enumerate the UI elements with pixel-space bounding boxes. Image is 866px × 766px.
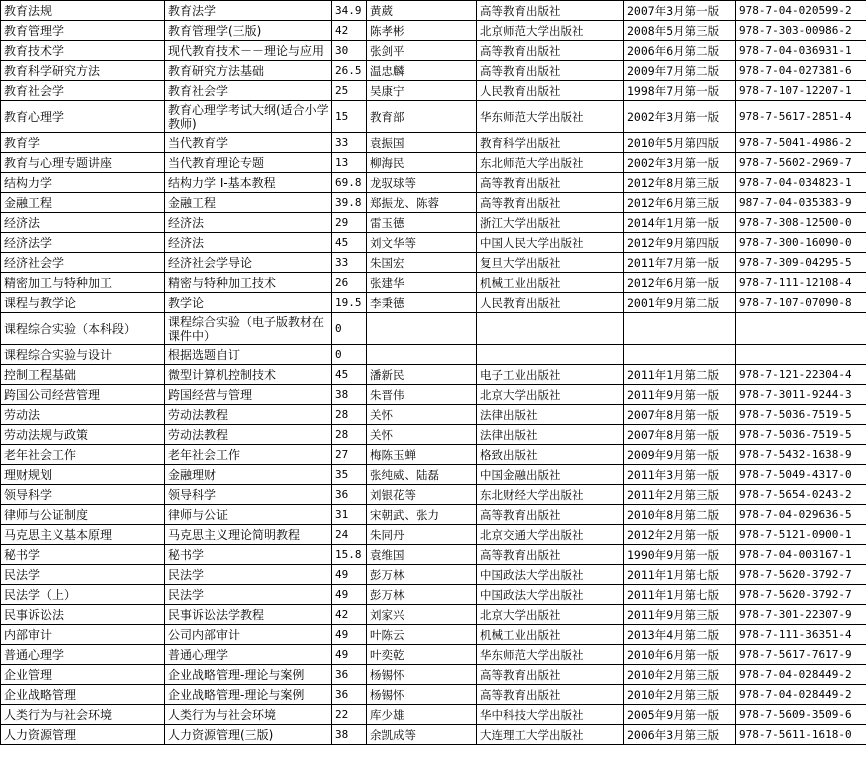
publisher-cell: 北京交通大学出版社	[477, 525, 624, 545]
author-cell: 梅陈玉蝉	[367, 445, 477, 465]
isbn-cell: 978-7-5620-3792-7	[736, 585, 866, 605]
course-name-cell: 领导科学	[1, 485, 165, 505]
table-row	[1, 61, 866, 81]
publisher-cell: 中国政法大学出版社	[477, 565, 624, 585]
edition-cell: 2012年8月第三版	[624, 173, 736, 193]
price-cell: 45	[332, 233, 367, 253]
edition-cell: 2006年6月第二版	[624, 41, 736, 61]
publisher-cell: 法律出版社	[477, 425, 624, 445]
textbook-title-cell: 现代教育技术－－理论与应用	[165, 41, 332, 61]
table-row	[1, 525, 866, 545]
edition-cell: 2010年8月第二版	[624, 505, 736, 525]
edition-cell: 2002年3月第一版	[624, 153, 736, 173]
isbn-cell: 978-7-5617-2851-4	[736, 101, 866, 133]
table-row	[1, 365, 866, 385]
publisher-cell: 复旦大学出版社	[477, 253, 624, 273]
course-name-cell: 经济法	[1, 213, 165, 233]
textbook-title-cell: 课程综合实验（电子版教材在课件中）	[165, 313, 332, 345]
textbook-title-cell: 劳动法教程	[165, 405, 332, 425]
course-name-cell: 企业战略管理	[1, 685, 165, 705]
table-row	[1, 1, 866, 21]
price-cell: 35	[332, 465, 367, 485]
course-name-cell: 控制工程基础	[1, 365, 165, 385]
textbook-title-cell: 当代教育学	[165, 133, 332, 153]
isbn-cell: 978-7-107-12207-1	[736, 81, 866, 101]
table-row	[1, 385, 866, 405]
table-row	[1, 725, 866, 745]
author-cell: 温忠麟	[367, 61, 477, 81]
textbook-title-cell: 普通心理学	[165, 645, 332, 665]
author-cell: 郑振龙、陈蓉	[367, 193, 477, 213]
price-cell: 33	[332, 133, 367, 153]
price-cell: 26	[332, 273, 367, 293]
edition-cell: 2011年1月第七版	[624, 565, 736, 585]
textbook-title-cell: 经济社会学导论	[165, 253, 332, 273]
isbn-cell: 978-7-04-027381-6	[736, 61, 866, 81]
publisher-cell: 北京师范大学出版社	[477, 21, 624, 41]
publisher-cell: 机械工业出版社	[477, 625, 624, 645]
author-cell: 刘家兴	[367, 605, 477, 625]
edition-cell: 2010年5月第四版	[624, 133, 736, 153]
isbn-cell: 978-7-5602-2969-7	[736, 153, 866, 173]
textbook-title-cell: 人类行为与社会环境	[165, 705, 332, 725]
edition-cell: 2008年5月第三版	[624, 21, 736, 41]
author-cell: 吴康宁	[367, 81, 477, 101]
textbook-title-cell: 马克思主义理论简明教程	[165, 525, 332, 545]
price-cell: 22	[332, 705, 367, 725]
isbn-cell: 978-7-04-028449-2	[736, 665, 866, 685]
isbn-cell: 978-7-308-12500-0	[736, 213, 866, 233]
isbn-cell: 978-7-5432-1638-9	[736, 445, 866, 465]
publisher-cell: 高等教育出版社	[477, 665, 624, 685]
course-name-cell: 结构力学	[1, 173, 165, 193]
textbook-title-cell: 民法学	[165, 585, 332, 605]
author-cell: 刘文华等	[367, 233, 477, 253]
table-row	[1, 81, 866, 101]
author-cell: 余凯成等	[367, 725, 477, 745]
price-cell: 31	[332, 505, 367, 525]
price-cell: 49	[332, 645, 367, 665]
table-row	[1, 425, 866, 445]
publisher-cell: 高等教育出版社	[477, 61, 624, 81]
isbn-cell: 978-7-5620-3792-7	[736, 565, 866, 585]
price-cell: 33	[332, 253, 367, 273]
edition-cell: 2011年3月第一版	[624, 465, 736, 485]
author-cell: 袁维国	[367, 545, 477, 565]
price-cell: 42	[332, 21, 367, 41]
price-cell: 36	[332, 685, 367, 705]
course-name-cell: 秘书学	[1, 545, 165, 565]
isbn-cell: 978-7-5617-7617-9	[736, 645, 866, 665]
course-name-cell: 教育心理学	[1, 101, 165, 133]
publisher-cell: 北京大学出版社	[477, 385, 624, 405]
publisher-cell: 东北财经大学出版社	[477, 485, 624, 505]
course-name-cell: 内部审计	[1, 625, 165, 645]
author-cell: 库少雄	[367, 705, 477, 725]
textbook-title-cell: 精密与特种加工技术	[165, 273, 332, 293]
table-row	[1, 545, 866, 565]
edition-cell: 2001年9月第二版	[624, 293, 736, 313]
textbook-title-cell: 跨国经营与管理	[165, 385, 332, 405]
price-cell: 36	[332, 485, 367, 505]
publisher-cell: 高等教育出版社	[477, 173, 624, 193]
isbn-cell	[736, 313, 866, 345]
isbn-cell: 978-7-309-04295-5	[736, 253, 866, 273]
price-cell: 19.5	[332, 293, 367, 313]
price-cell: 42	[332, 605, 367, 625]
textbook-title-cell: 教育研究方法基础	[165, 61, 332, 81]
table-row	[1, 41, 866, 61]
price-cell: 27	[332, 445, 367, 465]
price-cell: 13	[332, 153, 367, 173]
textbook-title-cell: 当代教育理论专题	[165, 153, 332, 173]
author-cell: 朱国宏	[367, 253, 477, 273]
isbn-cell: 978-7-5049-4317-0	[736, 465, 866, 485]
author-cell: 彭万林	[367, 565, 477, 585]
textbook-title-cell: 结构力学 I-基本教程	[165, 173, 332, 193]
textbook-title-cell: 教学论	[165, 293, 332, 313]
course-name-cell: 教育学	[1, 133, 165, 153]
textbook-title-cell: 公司内部审计	[165, 625, 332, 645]
author-cell: 雷玉德	[367, 213, 477, 233]
table-row	[1, 253, 866, 273]
table-row	[1, 405, 866, 425]
publisher-cell	[477, 313, 624, 345]
publisher-cell: 中国政法大学出版社	[477, 585, 624, 605]
edition-cell: 2007年3月第一版	[624, 1, 736, 21]
isbn-cell: 987-7-04-035383-9	[736, 193, 866, 213]
course-name-cell: 企业管理	[1, 665, 165, 685]
publisher-cell: 高等教育出版社	[477, 193, 624, 213]
course-name-cell: 经济社会学	[1, 253, 165, 273]
price-cell: 30	[332, 41, 367, 61]
edition-cell: 2007年8月第一版	[624, 405, 736, 425]
price-cell: 26.5	[332, 61, 367, 81]
author-cell: 潘新民	[367, 365, 477, 385]
edition-cell: 2012年6月第三版	[624, 193, 736, 213]
course-name-cell: 教育科学研究方法	[1, 61, 165, 81]
publisher-cell: 中国金融出版社	[477, 465, 624, 485]
edition-cell: 2002年3月第一版	[624, 101, 736, 133]
isbn-cell: 978-7-303-00986-2	[736, 21, 866, 41]
table-row	[1, 585, 866, 605]
author-cell: 陈孝彬	[367, 21, 477, 41]
publisher-cell: 高等教育出版社	[477, 685, 624, 705]
course-name-cell: 人力资源管理	[1, 725, 165, 745]
publisher-cell: 东北师范大学出版社	[477, 153, 624, 173]
textbook-title-cell: 教育社会学	[165, 81, 332, 101]
table-row	[1, 313, 866, 345]
isbn-cell: 978-7-301-22307-9	[736, 605, 866, 625]
textbook-title-cell: 秘书学	[165, 545, 332, 565]
isbn-cell: 978-7-111-12108-4	[736, 273, 866, 293]
author-cell: 张剑平	[367, 41, 477, 61]
edition-cell: 2009年7月第二版	[624, 61, 736, 81]
price-cell: 49	[332, 625, 367, 645]
table-row	[1, 565, 866, 585]
textbook-title-cell: 金融工程	[165, 193, 332, 213]
edition-cell: 2011年9月第三版	[624, 605, 736, 625]
isbn-cell: 978-7-04-036931-1	[736, 41, 866, 61]
edition-cell: 2010年6月第一版	[624, 645, 736, 665]
course-name-cell: 普通心理学	[1, 645, 165, 665]
edition-cell: 2011年9月第一版	[624, 385, 736, 405]
isbn-cell: 978-7-5036-7519-5	[736, 425, 866, 445]
edition-cell: 2014年1月第一版	[624, 213, 736, 233]
isbn-cell	[736, 345, 866, 365]
textbook-title-cell: 领导科学	[165, 485, 332, 505]
course-name-cell: 教育社会学	[1, 81, 165, 101]
table-row	[1, 293, 866, 313]
author-cell: 杨锡怀	[367, 665, 477, 685]
isbn-cell: 978-7-5041-4986-2	[736, 133, 866, 153]
table-row	[1, 605, 866, 625]
edition-cell: 2007年8月第一版	[624, 425, 736, 445]
isbn-cell: 978-7-04-003167-1	[736, 545, 866, 565]
course-name-cell: 民法学	[1, 565, 165, 585]
edition-cell: 2011年7月第一版	[624, 253, 736, 273]
author-cell: 张建华	[367, 273, 477, 293]
author-cell: 朱同丹	[367, 525, 477, 545]
table-row	[1, 645, 866, 665]
price-cell: 38	[332, 725, 367, 745]
course-name-cell: 课程与教学论	[1, 293, 165, 313]
table-row	[1, 273, 866, 293]
course-name-cell: 教育与心理专题讲座	[1, 153, 165, 173]
author-cell: 袁振国	[367, 133, 477, 153]
table-row	[1, 465, 866, 485]
edition-cell: 1998年7月第一版	[624, 81, 736, 101]
publisher-cell: 电子工业出版社	[477, 365, 624, 385]
course-name-cell: 马克思主义基本原理	[1, 525, 165, 545]
course-name-cell: 劳动法	[1, 405, 165, 425]
isbn-cell: 978-7-300-16090-0	[736, 233, 866, 253]
table-row	[1, 345, 866, 365]
price-cell: 24	[332, 525, 367, 545]
table-row	[1, 625, 866, 645]
course-name-cell: 劳动法规与政策	[1, 425, 165, 445]
isbn-cell: 978-7-107-07090-8	[736, 293, 866, 313]
publisher-cell: 高等教育出版社	[477, 505, 624, 525]
price-cell: 49	[332, 565, 367, 585]
textbook-title-cell: 教育管理学(三版)	[165, 21, 332, 41]
textbook-title-cell: 金融理财	[165, 465, 332, 485]
course-name-cell: 人类行为与社会环境	[1, 705, 165, 725]
course-name-cell: 金融工程	[1, 193, 165, 213]
author-cell: 宋朝武、张力	[367, 505, 477, 525]
isbn-cell: 978-7-111-36351-4	[736, 625, 866, 645]
textbook-title-cell: 根据选题自订	[165, 345, 332, 365]
course-name-cell: 理财规划	[1, 465, 165, 485]
table-row	[1, 445, 866, 465]
table-row	[1, 505, 866, 525]
isbn-cell: 978-7-04-020599-2	[736, 1, 866, 21]
edition-cell: 2009年9月第一版	[624, 445, 736, 465]
isbn-cell: 978-7-04-029636-5	[736, 505, 866, 525]
course-name-cell: 教育技术学	[1, 41, 165, 61]
textbook-title-cell: 劳动法教程	[165, 425, 332, 445]
edition-cell: 2006年3月第三版	[624, 725, 736, 745]
edition-cell: 2011年2月第三版	[624, 485, 736, 505]
edition-cell: 2012年9月第四版	[624, 233, 736, 253]
price-cell: 36	[332, 665, 367, 685]
edition-cell	[624, 313, 736, 345]
textbook-title-cell: 教育心理学考试大纲(适合小学教师)	[165, 101, 332, 133]
course-name-cell: 精密加工与特种加工	[1, 273, 165, 293]
publisher-cell: 华中科技大学出版社	[477, 705, 624, 725]
edition-cell: 1990年9月第一版	[624, 545, 736, 565]
table-row	[1, 193, 866, 213]
table-row	[1, 485, 866, 505]
edition-cell: 2013年4月第二版	[624, 625, 736, 645]
author-cell: 黄葳	[367, 1, 477, 21]
edition-cell: 2005年9月第一版	[624, 705, 736, 725]
edition-cell: 2010年2月第三版	[624, 665, 736, 685]
publisher-cell: 人民教育出版社	[477, 293, 624, 313]
textbook-title-cell: 微型计算机控制技术	[165, 365, 332, 385]
edition-cell: 2011年1月第七版	[624, 585, 736, 605]
textbook-title-cell: 律师与公证	[165, 505, 332, 525]
table-row	[1, 665, 866, 685]
author-cell	[367, 313, 477, 345]
price-cell: 25	[332, 81, 367, 101]
publisher-cell: 大连理工大学出版社	[477, 725, 624, 745]
author-cell: 杨锡怀	[367, 685, 477, 705]
publisher-cell: 高等教育出版社	[477, 1, 624, 21]
price-cell: 34.9	[332, 1, 367, 21]
isbn-cell: 978-7-04-034823-1	[736, 173, 866, 193]
course-name-cell: 教育法规	[1, 1, 165, 21]
edition-cell: 2012年2月第一版	[624, 525, 736, 545]
table-row	[1, 101, 866, 133]
isbn-cell: 978-7-5654-0243-2	[736, 485, 866, 505]
price-cell: 69.8	[332, 173, 367, 193]
isbn-cell: 978-7-5121-0900-1	[736, 525, 866, 545]
textbook-title-cell: 经济法	[165, 233, 332, 253]
course-name-cell: 民事诉讼法	[1, 605, 165, 625]
table-row	[1, 21, 866, 41]
table-row	[1, 133, 866, 153]
table-row	[1, 233, 866, 253]
course-name-cell: 老年社会工作	[1, 445, 165, 465]
author-cell: 叶陈云	[367, 625, 477, 645]
edition-cell: 2010年2月第三版	[624, 685, 736, 705]
publisher-cell: 法律出版社	[477, 405, 624, 425]
textbook-title-cell: 人力资源管理(三版)	[165, 725, 332, 745]
isbn-cell: 978-7-5036-7519-5	[736, 405, 866, 425]
course-name-cell: 民法学（上）	[1, 585, 165, 605]
price-cell: 28	[332, 425, 367, 445]
price-cell: 39.8	[332, 193, 367, 213]
course-name-cell: 跨国公司经营管理	[1, 385, 165, 405]
table-row	[1, 705, 866, 725]
publisher-cell	[477, 345, 624, 365]
edition-cell: 2011年1月第二版	[624, 365, 736, 385]
table-body	[1, 1, 866, 745]
author-cell: 柳海民	[367, 153, 477, 173]
author-cell: 关怀	[367, 425, 477, 445]
textbook-title-cell: 企业战略管理-理论与案例	[165, 685, 332, 705]
isbn-cell: 978-7-5609-3509-6	[736, 705, 866, 725]
price-cell: 15	[332, 101, 367, 133]
publisher-cell: 北京大学出版社	[477, 605, 624, 625]
table-row	[1, 213, 866, 233]
publisher-cell: 人民教育出版社	[477, 81, 624, 101]
isbn-cell: 978-7-121-22304-4	[736, 365, 866, 385]
publisher-cell: 高等教育出版社	[477, 545, 624, 565]
author-cell: 关怀	[367, 405, 477, 425]
author-cell: 教育部	[367, 101, 477, 133]
price-cell: 0	[332, 345, 367, 365]
publisher-cell: 浙江大学出版社	[477, 213, 624, 233]
author-cell	[367, 345, 477, 365]
author-cell: 龙驭球等	[367, 173, 477, 193]
course-name-cell: 课程综合实验（本科段）	[1, 313, 165, 345]
author-cell: 刘银花等	[367, 485, 477, 505]
publisher-cell: 教育科学出版社	[477, 133, 624, 153]
course-name-cell: 律师与公证制度	[1, 505, 165, 525]
textbook-title-cell: 教育法学	[165, 1, 332, 21]
author-cell: 彭万林	[367, 585, 477, 605]
price-cell: 45	[332, 365, 367, 385]
price-cell: 15.8	[332, 545, 367, 565]
course-name-cell: 经济法学	[1, 233, 165, 253]
edition-cell: 2012年6月第一版	[624, 273, 736, 293]
author-cell: 李秉德	[367, 293, 477, 313]
author-cell: 叶奕乾	[367, 645, 477, 665]
publisher-cell: 高等教育出版社	[477, 41, 624, 61]
author-cell: 张纯威、陆磊	[367, 465, 477, 485]
isbn-cell: 978-7-04-028449-2	[736, 685, 866, 705]
price-cell: 38	[332, 385, 367, 405]
textbook-title-cell: 民事诉讼法学教程	[165, 605, 332, 625]
isbn-cell: 978-7-3011-9244-3	[736, 385, 866, 405]
price-cell: 28	[332, 405, 367, 425]
price-cell: 29	[332, 213, 367, 233]
publisher-cell: 格致出版社	[477, 445, 624, 465]
textbook-title-cell: 民法学	[165, 565, 332, 585]
edition-cell	[624, 345, 736, 365]
price-cell: 49	[332, 585, 367, 605]
price-cell: 0	[332, 313, 367, 345]
table-row	[1, 153, 866, 173]
publisher-cell: 机械工业出版社	[477, 273, 624, 293]
publisher-cell: 华东师范大学出版社	[477, 101, 624, 133]
table-row	[1, 173, 866, 193]
isbn-cell: 978-7-5611-1618-0	[736, 725, 866, 745]
textbook-title-cell: 老年社会工作	[165, 445, 332, 465]
author-cell: 朱晋伟	[367, 385, 477, 405]
table-row	[1, 685, 866, 705]
textbook-title-cell: 经济法	[165, 213, 332, 233]
publisher-cell: 华东师范大学出版社	[477, 645, 624, 665]
publisher-cell: 中国人民大学出版社	[477, 233, 624, 253]
course-name-cell: 课程综合实验与设计	[1, 345, 165, 365]
course-name-cell: 教育管理学	[1, 21, 165, 41]
textbook-title-cell: 企业战略管理-理论与案例	[165, 665, 332, 685]
